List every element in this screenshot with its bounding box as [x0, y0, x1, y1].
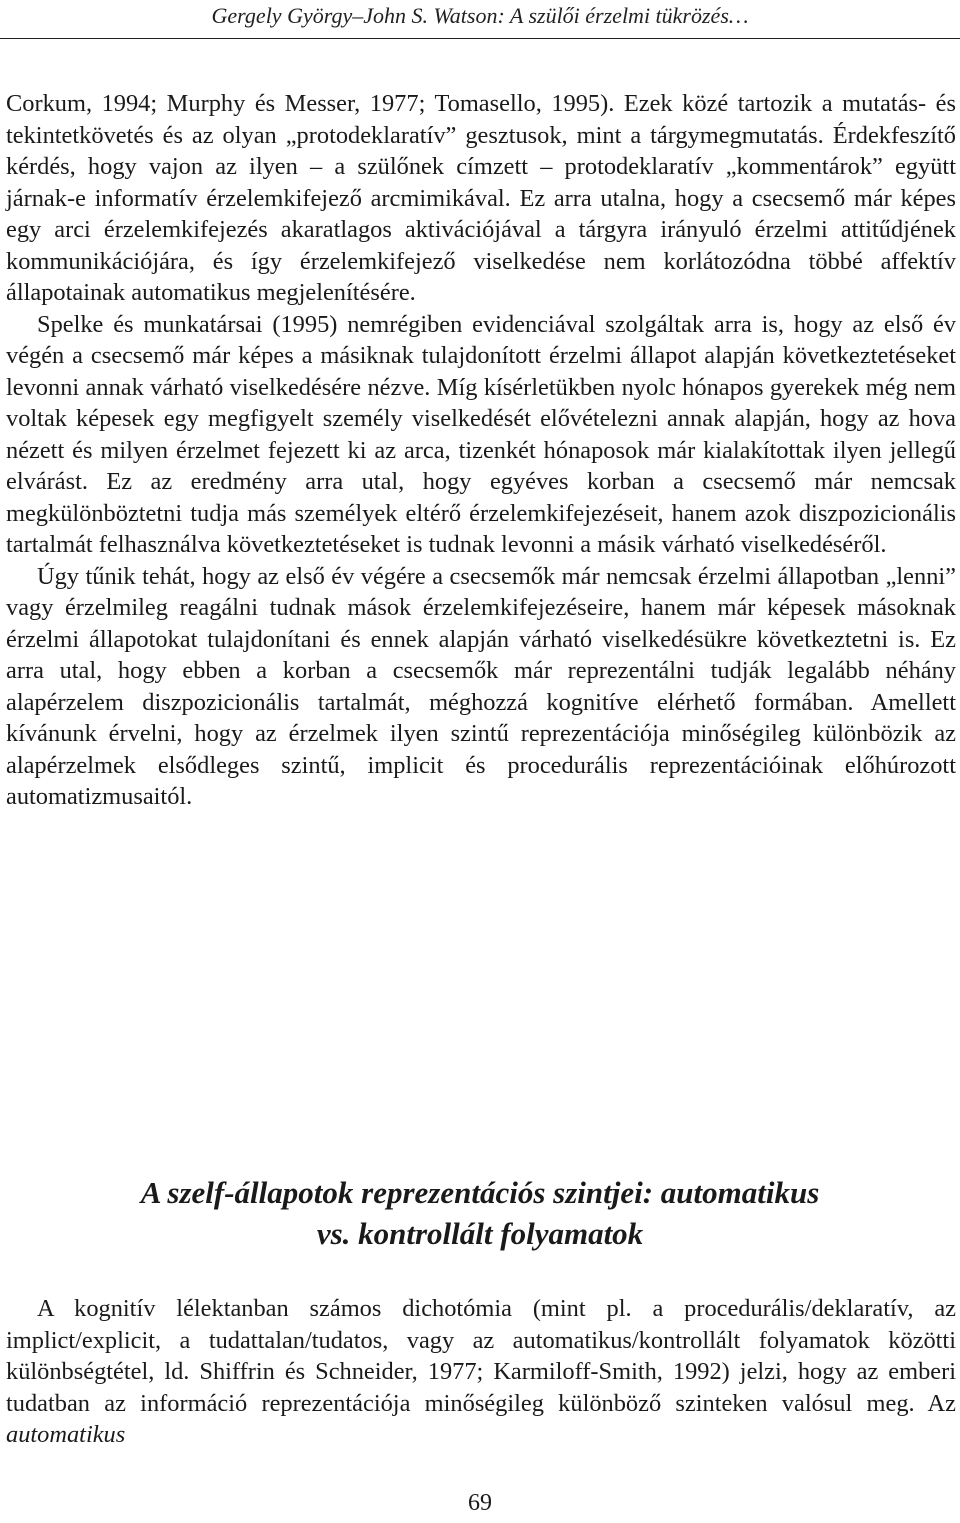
running-header	[0, 0, 960, 40]
section-heading	[0, 1172, 960, 1254]
section-paragraph-1-text: A kognitív lélektanban számos dichotómia (mint pl. a procedurális/deklaratív, az implict/explicit, a tudattalan/tudatos, vagy az automatikus/kontrollált folyamatok közötti különbségtétel, ld. Shiffrin és Schneider, 1977; Karmiloff-Smith, 1992) jelzi, hogy az emberi tudatban az információ reprezentációja minőségileg különböző szinteken valósul meg. Az	[6, 1295, 956, 1417]
section-heading-line-1: A szelf-állapotok reprezentációs szintjei: automatikus	[140, 1175, 820, 1210]
section-paragraph-1	[6, 1293, 956, 1451]
section-body-text	[6, 1293, 956, 1451]
paragraph-3: Úgy tűnik tehát, hogy az első év végére a csecsemők már nemcsak érzelmi állapotban „lenni” vagy érzelmileg reagálni tudnak mások érzelemkifejezéseire, hanem már képesek másoknak érzelmi állapotokat tulajdonítani és ennek alapján várható viselkedésükre következtetni is. Ez arra utal, hogy ebben a korban a csecsemők már reprezentálni tudják legalább néhány alapérzelem diszpozicionális tartalmát, méghozzá kognitíve elérhető formában. Amellett kívánunk érvelni, hogy az érzelmek ilyen szintű reprezentációja minőségileg különbözik az alapérzelmek elsődleges szintű, implicit és procedurális reprezentációinak előhúrozott automatizmusaitól.	[6, 562, 956, 810]
paragraph-1: Corkum, 1994; Murphy és Messer, 1977; Tomasello, 1995). Ezek közé tartozik a mutatás- és tekintetkövetés és az olyan „protodeklaratív” gesztusok, mint a tárgymegmutatás. Érdekfeszítő kérdés, hogy vajon az ilyen – a szülőnek címzett – protodeklaratív „kommentárok” együtt járnak-e informatív érzelemkifejező arcmimikával. Ez arra utalna, hogy a csecsemő már képes egy arci érzelemkifejezés akaratlagos aktivációjával a tárgyra irányuló érzelmi attitűdjének kommunikációjára, és így érzelemkifejező viselkedése nem korlátozódna többé affektív állapotainak automatikus megjelenítésére.	[6, 90, 956, 306]
running-title: Gergely György–John S. Watson: A szülői érzelmi tükrözés…	[211, 3, 749, 28]
section-heading-line-2: vs. kontrollált folyamatok	[316, 1216, 644, 1251]
paragraph-2: Spelke és munkatársai (1995) nemrégiben evidenciával szolgáltak arra is, hogy az első év végén a csecsemő már képes a másiknak tulajdonított érzelmi állapot alapján következtetéseket levonni annak várható viselkedésére nézve. Míg kísérletükben nyolc hónapos gyerekek még nem voltak képesek egy megfigyelt személy viselkedését elővételezni annak alapján, hogy az hova nézett és milyen érzelmet fejezett ki az arca, tizenkét hónaposok már kialakítottak ilyen jellegű elvárást. Ez az eredmény arra utal, hogy egyéves korban a csecsemő már nemcsak megkülönböztetni tudja más személyek eltérő érzelemkifejezéseit, hanem azok diszpozicionális tartalmát felhasználva következtetéseket is tudnak levonni a másik várható viselkedéséről.	[6, 310, 956, 558]
header-rule	[0, 38, 960, 39]
body-text	[6, 88, 956, 813]
section-paragraph-1-italic: automatikus	[6, 1421, 126, 1448]
page-number: 69	[468, 1490, 492, 1516]
